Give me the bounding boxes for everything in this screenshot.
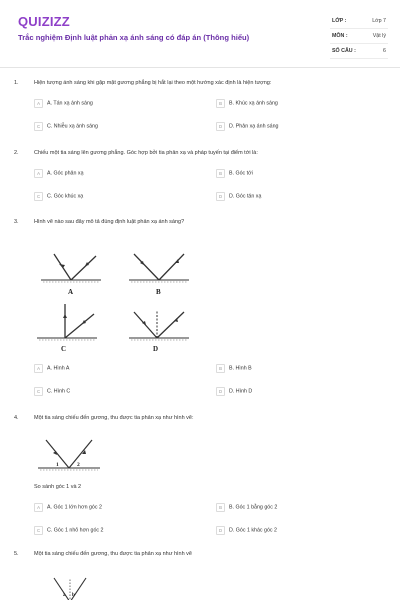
option-label: C. Nhiễu xạ ánh sáng <box>47 123 98 130</box>
figure-q5 <box>40 576 110 600</box>
option-label: C. Hình C <box>47 388 71 395</box>
question-text: Hình vẽ nào sau đây mô tả đúng định luật phản xạ ánh sáng? <box>34 219 185 225</box>
question-subtext-label: So sánh góc 1 và 2 <box>34 484 82 490</box>
option-letter-box: A <box>34 364 43 373</box>
meta-row-count <box>330 44 388 59</box>
option-letter-box: B <box>216 169 225 178</box>
question-number: 3. <box>14 219 19 225</box>
figure-label: B <box>156 288 161 296</box>
option-c[interactable] <box>34 526 103 535</box>
question-text: Hiện tượng ánh sáng khi gặp mặt gương phẳng bị hắt lại theo một hướng xác định là hiện tượng: <box>34 80 272 86</box>
option-letter-box: D <box>216 526 225 535</box>
option-c[interactable] <box>34 387 70 396</box>
option-label: C. Góc 1 nhỏ hơn góc 2 <box>47 527 104 534</box>
question-text: Một tia sáng chiếu đến gương, thu được tia phản xạ như hình vẽ: <box>34 415 194 421</box>
question-number: 4. <box>14 415 19 421</box>
option-letter-box: D <box>216 122 225 131</box>
option-d[interactable] <box>216 192 261 201</box>
header-divider <box>0 67 400 68</box>
meta-key: MÔN : <box>332 33 348 39</box>
meta-value: Lớp 7 <box>372 18 386 24</box>
option-letter-box: B <box>216 503 225 512</box>
option-b[interactable] <box>216 364 252 373</box>
option-letter-box: A <box>34 169 43 178</box>
option-letter-box: B <box>216 364 225 373</box>
meta-value: 6 <box>383 48 386 54</box>
angle-label: b <box>72 593 75 598</box>
option-label: C. Góc khúc xạ <box>47 193 84 200</box>
option-label: B. Góc 1 bằng góc 2 <box>229 504 278 511</box>
question-text: Chiếu một tia sáng lên gương phẳng. Góc hợp bởi tia phản xạ và pháp tuyến tại điểm tới là: <box>34 150 258 156</box>
figure-label: C <box>61 345 67 353</box>
worksheet-meta <box>330 14 388 59</box>
option-letter-box: B <box>216 99 225 108</box>
worksheet-header <box>0 0 400 66</box>
figure-a <box>36 238 106 298</box>
option-b[interactable] <box>216 503 277 512</box>
angle-label: 2 <box>77 462 80 468</box>
option-label: A. Tán xạ ánh sáng <box>47 100 93 107</box>
angle-label: a <box>63 593 66 598</box>
option-label: D. Phản xạ ánh sáng <box>229 123 279 130</box>
option-letter-box: C <box>34 387 43 396</box>
option-label: D. Góc tán xạ <box>229 193 262 200</box>
worksheet-title: Trắc nghiệm Định luật phản xạ ánh sáng có đáp án (Thông hiểu) <box>18 33 250 42</box>
option-label: D. Hình D <box>229 388 253 395</box>
figure-d <box>124 298 194 356</box>
option-label: A. Góc phản xạ <box>47 170 84 177</box>
option-label: D. Góc 1 khác góc 2 <box>229 527 277 534</box>
option-label: B. Góc tới <box>229 170 253 177</box>
figure-c <box>32 298 102 356</box>
option-label: B. Khúc xạ ánh sáng <box>229 100 278 107</box>
question-number: 5. <box>14 551 19 557</box>
option-label: A. Hình A <box>47 365 70 372</box>
quizizz-logo: QUIZIZZ <box>18 14 70 29</box>
option-a[interactable] <box>34 503 102 512</box>
option-letter-box: C <box>34 192 43 201</box>
angle-label: 1 <box>56 462 59 468</box>
option-letter-box: D <box>216 387 225 396</box>
option-label: A. Góc 1 lớn hơn góc 2 <box>47 504 102 511</box>
meta-value: Vật lý <box>372 33 386 39</box>
option-letter-box: D <box>216 192 225 201</box>
meta-key: SỐ CÂU : <box>332 48 356 54</box>
option-d[interactable] <box>216 526 277 535</box>
figure-b <box>124 238 194 298</box>
question-number: 1. <box>14 80 19 86</box>
question-number: 2. <box>14 150 19 156</box>
option-a[interactable] <box>34 169 84 178</box>
option-b[interactable] <box>216 99 278 108</box>
figure-label: D <box>153 345 159 353</box>
meta-row-class <box>330 14 388 29</box>
meta-row-subject <box>330 29 388 44</box>
figure-q4 <box>34 428 104 474</box>
option-letter-box: A <box>34 503 43 512</box>
option-letter-box: C <box>34 526 43 535</box>
option-label: B. Hình B <box>229 365 252 372</box>
figure-label: A <box>68 288 74 296</box>
option-a[interactable] <box>34 364 69 373</box>
option-letter-box: C <box>34 122 43 131</box>
option-letter-box: A <box>34 99 43 108</box>
option-d[interactable] <box>216 387 252 396</box>
option-c[interactable] <box>34 122 98 131</box>
option-c[interactable] <box>34 192 83 201</box>
question-text: Một tia sáng chiếu đến gương, thu được tia phản xạ như hình vẽ <box>34 551 192 557</box>
option-a[interactable] <box>34 99 93 108</box>
option-b[interactable] <box>216 169 253 178</box>
meta-key: LỚP : <box>332 18 347 24</box>
option-d[interactable] <box>216 122 278 131</box>
